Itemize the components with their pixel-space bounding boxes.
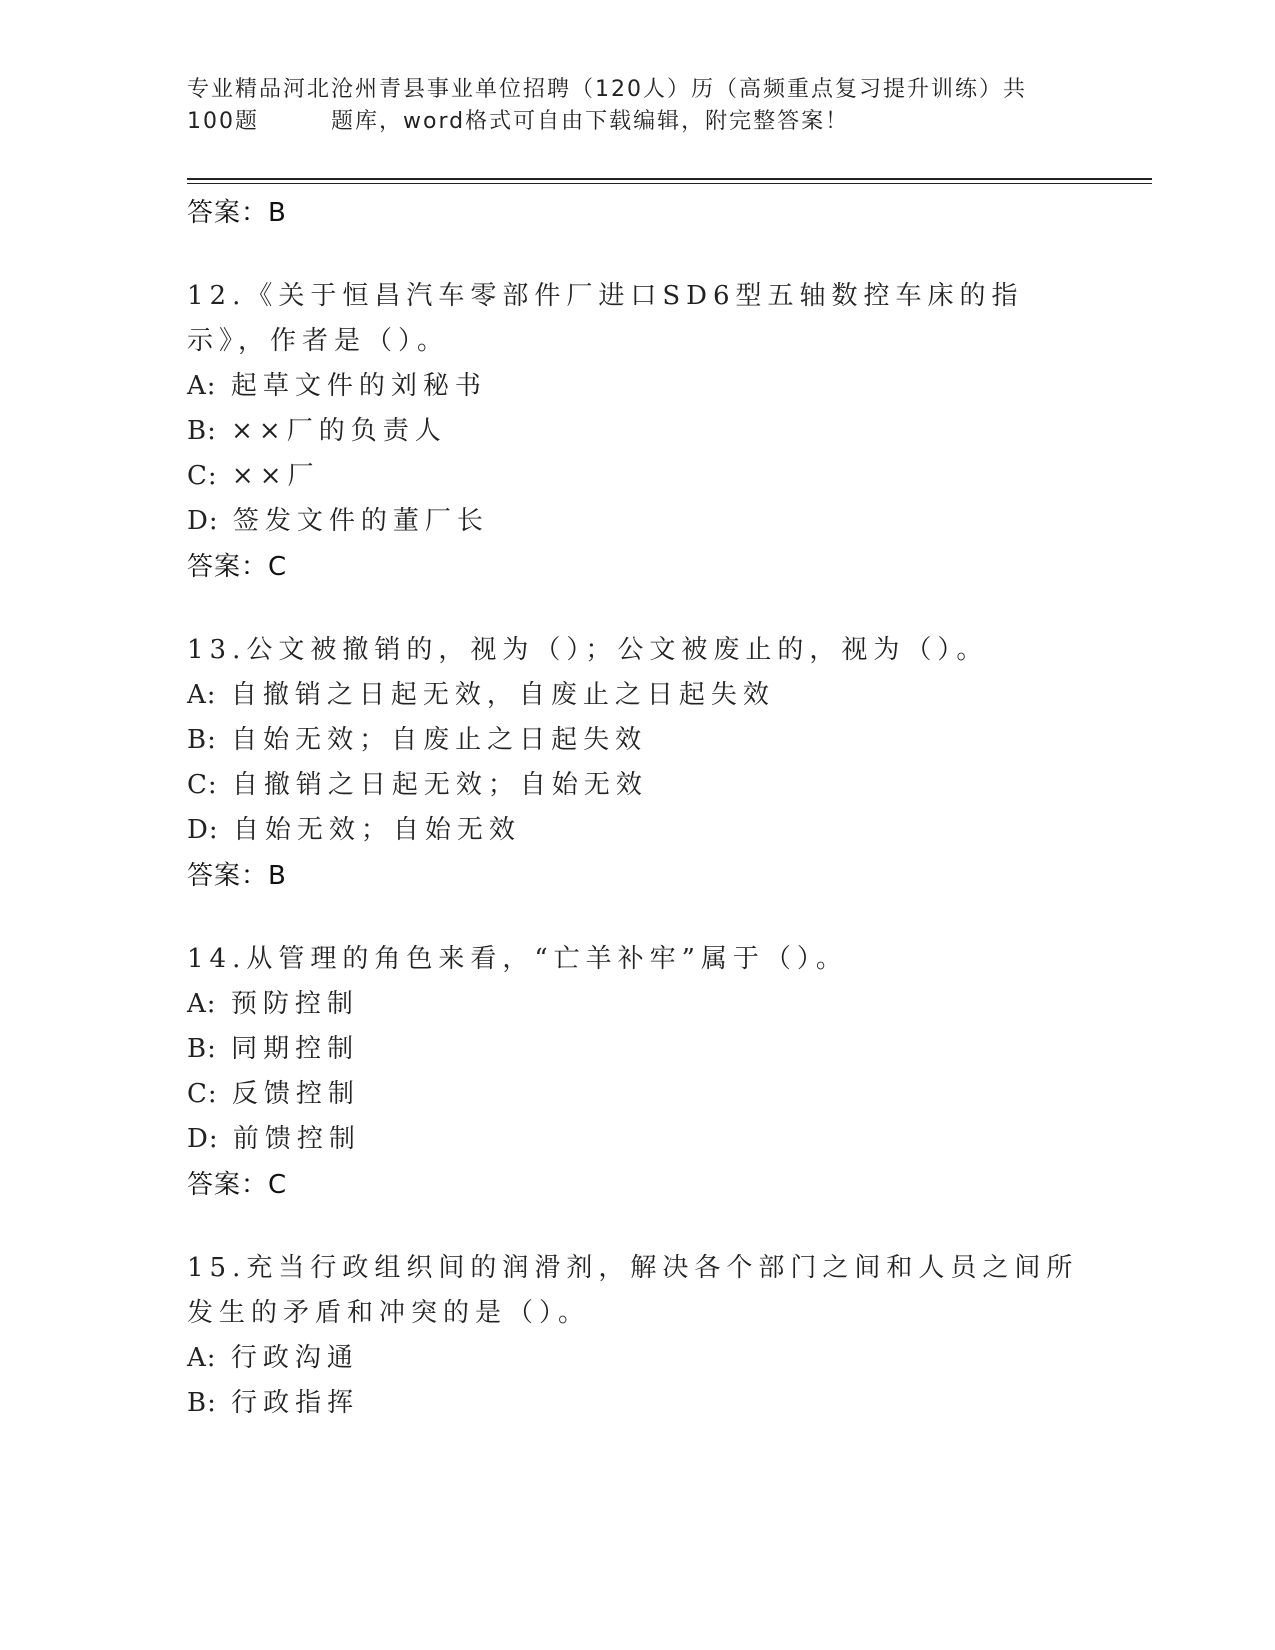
header-divider-thick bbox=[187, 178, 1152, 180]
option-text: 起草文件的刘秘书 bbox=[230, 371, 487, 401]
option-d bbox=[187, 499, 1087, 544]
option-text: 签发文件的董厂长 bbox=[232, 506, 489, 536]
option-letter: B: bbox=[187, 416, 217, 446]
option-text: 自始无效；自废止之日起失效 bbox=[231, 725, 648, 755]
question-text: 15.充当行政组织间的润滑剂，解决各个部门之间和人员之间所发生的矛盾和冲突的是（）。 bbox=[187, 1253, 1079, 1328]
option-letter: D: bbox=[187, 506, 219, 536]
question-text: 12.《关于恒昌汽车零部件厂进口SD6型五轴数控车床的指示》，作者是（）。 bbox=[187, 281, 1024, 356]
document-header bbox=[187, 74, 1067, 138]
header-description: 题库，word格式可自由下载编辑，附完整答案！ bbox=[331, 109, 850, 134]
option-b bbox=[187, 409, 1087, 454]
answer-line: 答案：C bbox=[187, 1170, 288, 1200]
option-text: 同期控制 bbox=[231, 1034, 360, 1064]
question-12 bbox=[187, 274, 1087, 590]
option-text: 预防控制 bbox=[230, 989, 359, 1019]
option-letter: A: bbox=[187, 371, 217, 401]
option-text: 行政沟通 bbox=[230, 1343, 359, 1373]
option-text: 自始无效；自始无效 bbox=[232, 815, 521, 845]
option-letter: B: bbox=[187, 725, 217, 755]
header-title-line-2 bbox=[187, 106, 1067, 138]
option-letter: C: bbox=[187, 1079, 218, 1109]
question-text: 13.公文被撤销的，视为（）；公文被废止的，视为（）。 bbox=[187, 635, 989, 665]
option-letter: D: bbox=[187, 1124, 219, 1154]
question-15 bbox=[187, 1246, 1087, 1426]
option-b bbox=[187, 718, 1087, 763]
answer-line: 答案：B bbox=[187, 861, 287, 891]
option-b bbox=[187, 1027, 1087, 1072]
header-title-line-1: 专业精品河北沧州青县事业单位招聘（120人）历（高频重点复习提升训练）共 bbox=[187, 77, 1027, 102]
option-a bbox=[187, 1336, 1087, 1381]
option-b bbox=[187, 1381, 1087, 1426]
answer-line: 答案：C bbox=[187, 552, 288, 582]
option-text: ××厂 bbox=[231, 461, 320, 491]
option-c bbox=[187, 1072, 1087, 1117]
option-letter: B: bbox=[187, 1034, 217, 1064]
option-text: 反馈控制 bbox=[231, 1079, 360, 1109]
option-a bbox=[187, 364, 1087, 409]
question-14 bbox=[187, 937, 1087, 1208]
header-question-count: 100题 bbox=[187, 109, 259, 134]
option-a bbox=[187, 982, 1087, 1027]
question-13 bbox=[187, 628, 1087, 899]
option-letter: D: bbox=[187, 815, 219, 845]
question-text: 14.从管理的角色来看，“亡羊补牢”属于（）。 bbox=[187, 944, 848, 974]
option-text: 自撤销之日起无效，自废止之日起失效 bbox=[230, 680, 775, 710]
document-body bbox=[187, 190, 1087, 1426]
option-letter: C: bbox=[187, 770, 218, 800]
option-letter: A: bbox=[187, 989, 217, 1019]
option-letter: B: bbox=[187, 1388, 217, 1418]
previous-question-answer: 答案：B bbox=[187, 198, 287, 228]
option-a bbox=[187, 673, 1087, 718]
option-letter: A: bbox=[187, 1343, 217, 1373]
option-d bbox=[187, 808, 1087, 853]
header-divider-thin bbox=[187, 183, 1152, 184]
option-text: ××厂的负责人 bbox=[231, 416, 447, 446]
option-c bbox=[187, 763, 1087, 808]
option-letter: C: bbox=[187, 461, 218, 491]
option-text: 前馈控制 bbox=[232, 1124, 361, 1154]
option-c bbox=[187, 454, 1087, 499]
option-text: 行政指挥 bbox=[231, 1388, 360, 1418]
option-d bbox=[187, 1117, 1087, 1162]
option-letter: A: bbox=[187, 680, 217, 710]
option-text: 自撤销之日起无效；自始无效 bbox=[231, 770, 648, 800]
